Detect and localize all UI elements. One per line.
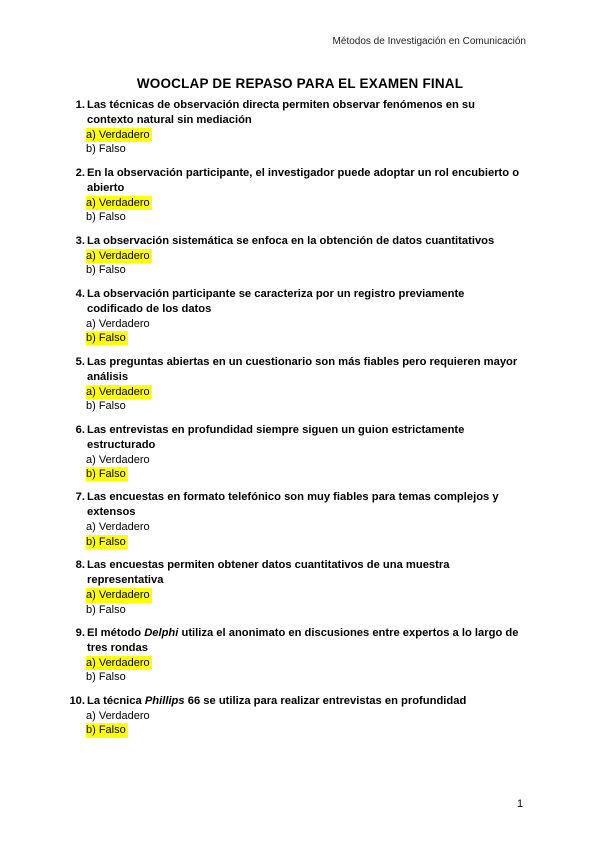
question-text: La técnica Phillips 66 se utiliza para realizar entrevistas en profundidad — [87, 695, 467, 708]
question-number: 1. — [75, 99, 85, 111]
option-a: a) Verdadero — [86, 249, 150, 262]
option-b: b) Falso — [86, 264, 126, 277]
question-text: Las encuestas permiten obtener datos cuantitativos de una muestra representativa — [87, 559, 450, 587]
question-number: 6. — [75, 423, 85, 436]
question-number: 8. — [75, 559, 85, 572]
question-text: Las entrevistas en profundidad siempre siguen un guion estrictamente estructurado — [87, 423, 465, 451]
question-9 — [62, 626, 522, 684]
running-header: Métodos de Investigación en Comunicación — [332, 36, 526, 47]
question-text: La observación sistemática se enfoca en la obtención de datos cuantitativos — [87, 234, 495, 247]
question-text: Las encuestas en formato telefónico son muy fiables para temas complejos y extensos — [87, 491, 499, 519]
method-name: Delphi — [144, 627, 179, 640]
question-8 — [62, 558, 522, 616]
option-b: b) Falso — [86, 143, 126, 156]
question-text: Las preguntas abiertas en un cuestionario son más fiables pero requieren mayor análisis — [87, 355, 518, 383]
option-a: a) Verdadero — [86, 385, 150, 398]
question-number: 2. — [75, 166, 85, 179]
question-text: La observación participante se caracteriza por un registro previamente codificado de los datos — [87, 287, 465, 315]
option-b: b) Falso — [86, 671, 126, 684]
question-10 — [62, 694, 522, 737]
option-a: a) Verdadero — [86, 710, 150, 723]
question-number: 5. — [75, 355, 85, 368]
question-5 — [62, 355, 522, 413]
option-b: b) Falso — [86, 724, 126, 737]
question-number: 3. — [75, 234, 85, 247]
question-number: 4. — [75, 287, 85, 300]
option-a: a) Verdadero — [86, 657, 150, 670]
option-a: a) Verdadero — [86, 196, 150, 209]
question-number: 7. — [75, 491, 85, 504]
question-7 — [62, 490, 522, 548]
question-number: 9. — [75, 627, 85, 640]
option-b: b) Falso — [86, 211, 126, 224]
technique-name: Phillips — [144, 695, 185, 708]
option-a: a) Verdadero — [86, 129, 150, 141]
question-text: Las técnicas de observación directa permiten observar fenómenos en su contexto natural sin mediación — [87, 99, 475, 126]
question-text: En la observación participante, el investigador puede adoptar un rol encubierto o abierto — [87, 166, 520, 194]
option-b: b) Falso — [86, 603, 126, 616]
question-list — [62, 98, 522, 747]
question-text: El método Delphi utiliza el anonimato en discusiones entre expertos a lo largo de tres rondas — [87, 627, 519, 655]
option-b: b) Falso — [86, 399, 126, 412]
option-a: a) Verdadero — [86, 589, 150, 602]
question-1 — [62, 98, 522, 156]
question-2 — [62, 166, 522, 224]
question-4 — [62, 287, 522, 345]
option-a: a) Verdadero — [86, 453, 150, 466]
option-a: a) Verdadero — [86, 521, 150, 534]
option-a: a) Verdadero — [86, 317, 150, 330]
document-title: WOOCLAP DE REPASO PARA EL EXAMEN FINAL — [136, 76, 464, 91]
question-3 — [62, 234, 522, 277]
question-number: 10. — [69, 695, 85, 708]
page-number: 1 — [517, 798, 524, 810]
option-b: b) Falso — [86, 331, 126, 344]
option-b: b) Falso — [86, 467, 126, 480]
question-6 — [62, 423, 522, 481]
option-b: b) Falso — [86, 535, 126, 548]
